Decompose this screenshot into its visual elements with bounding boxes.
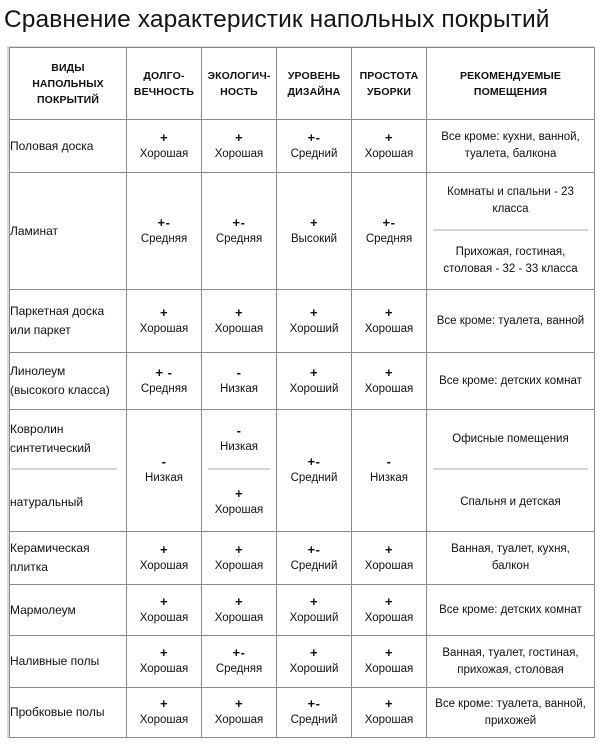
rating-label: Хороший	[289, 663, 339, 675]
split-cell	[202, 410, 276, 531]
rooms-line: Прихожая, гостиная,	[455, 246, 566, 259]
header-line: ПОКРЫТИЙ	[36, 93, 100, 106]
rooms-line: Офисные помещения	[452, 432, 569, 445]
recommended-rooms-cell	[427, 173, 595, 290]
design-cell	[277, 290, 352, 353]
table-row	[10, 636, 595, 688]
table-body	[10, 120, 595, 738]
rooms-line: Ванная, туалет, гостиная,	[442, 646, 579, 659]
rating-symbol: -	[161, 454, 167, 469]
design-cell	[277, 353, 352, 410]
rating-symbol: +	[234, 304, 244, 320]
ecology-cell	[202, 636, 277, 688]
recommended-rooms-cell	[427, 688, 595, 738]
table-row	[10, 532, 595, 585]
rating-label: Хорошая	[214, 559, 264, 572]
rating-label: Средняя	[365, 232, 413, 245]
rating-symbol: +-	[232, 645, 246, 660]
cleaning-cell	[352, 688, 427, 738]
rating-symbol: +	[234, 593, 244, 609]
durability-cell	[127, 353, 202, 410]
recommended-rooms-cell	[427, 636, 595, 688]
split-cell-part	[427, 473, 594, 531]
durability-cell	[127, 688, 202, 738]
design-cell	[277, 532, 352, 585]
rating-symbol: +-	[232, 214, 246, 230]
rating-label: Хорошая	[364, 382, 414, 395]
cleaning-cell	[352, 173, 427, 290]
rating-label: Хороший	[289, 382, 339, 395]
rooms-line: столовая - 32 - 33 класса	[443, 263, 578, 276]
table-row	[10, 585, 595, 636]
rooms-line: прихожей	[484, 714, 537, 727]
flooring-name-cell	[10, 120, 127, 173]
split-cell-part	[10, 410, 126, 468]
rating-label: Хороший	[289, 322, 339, 335]
rooms-line: Комнаты и спальни - 23	[447, 185, 574, 198]
rating-symbol: +-	[307, 129, 321, 145]
split-cell-part	[202, 473, 276, 531]
rooms-line: Все кроме: детских комнат	[439, 374, 582, 387]
rating-symbol: +	[159, 541, 169, 557]
rating-symbol: +	[159, 129, 169, 145]
header-col-cleaning	[352, 48, 427, 120]
rating-symbol: +	[309, 214, 319, 230]
table-row	[10, 353, 595, 410]
table-row	[10, 120, 595, 173]
header-col-ecology	[202, 48, 277, 120]
rating-label: Хорошая	[214, 611, 264, 624]
rating-label: Хороший	[289, 611, 339, 624]
split-cell-part	[202, 410, 276, 468]
header-line: ДОЛГО-	[143, 69, 185, 82]
rating-label: Хорошая	[214, 322, 264, 335]
design-cell	[277, 636, 352, 688]
header-line: НАПОЛЬНЫХ	[32, 77, 104, 90]
name-line: Паркетная доска	[10, 304, 105, 318]
rating-symbol: +	[159, 304, 169, 320]
durability-cell	[127, 290, 202, 353]
cleaning-cell	[352, 532, 427, 585]
name-line: Линолеум	[10, 364, 66, 378]
rating-label: Хорошая	[139, 663, 189, 675]
recommended-rooms-cell	[427, 290, 595, 353]
cleaning-cell	[352, 120, 427, 173]
name-line: (высокого класса)	[10, 383, 110, 397]
header-col-design	[277, 48, 352, 120]
header-line: НОСТЬ	[220, 85, 258, 98]
split-cell	[427, 173, 594, 289]
rating-symbol: +	[234, 485, 244, 501]
recommended-rooms-cell	[427, 410, 595, 532]
ecology-cell	[202, 585, 277, 636]
rooms-line: Все кроме: туалета, ванной	[436, 314, 585, 327]
header-line: ВИДЫ	[51, 61, 85, 74]
rating-symbol: +	[309, 304, 319, 320]
table-header-row	[10, 48, 595, 120]
rating-label: Средняя	[140, 232, 188, 245]
name-line: Мармолеум	[10, 602, 76, 617]
split-cell-part	[427, 173, 594, 229]
split-cell-part	[427, 234, 594, 290]
split-cell	[427, 410, 594, 531]
rating-symbol: +	[384, 129, 394, 145]
rating-symbol: -	[236, 364, 242, 380]
rooms-line: класса	[492, 202, 529, 215]
ecology-cell	[202, 532, 277, 585]
design-cell	[277, 120, 352, 173]
header-line: ПОМЕЩЕНИЯ	[473, 85, 548, 98]
rating-symbol: +	[384, 593, 394, 609]
header-line: ЭКОЛОГИЧ-	[207, 69, 271, 82]
rating-symbol: +	[159, 645, 169, 660]
header-col-rooms	[427, 48, 595, 120]
rating-symbol: +	[159, 696, 169, 711]
table-header	[10, 48, 595, 120]
ecology-cell	[202, 688, 277, 738]
header-col-durability	[127, 48, 202, 120]
rating-symbol: +	[384, 304, 394, 320]
table-row	[10, 688, 595, 738]
header-line: ДИЗАЙНА	[287, 85, 341, 98]
rating-label: Хорошая	[364, 714, 414, 726]
rating-symbol: +	[234, 541, 244, 557]
rating-symbol: +-	[307, 541, 321, 557]
flooring-name-cell	[10, 410, 127, 532]
design-cell	[277, 410, 352, 532]
durability-cell	[127, 410, 202, 532]
rating-symbol: +	[309, 593, 319, 609]
name-line: Пробковые полы	[10, 705, 105, 719]
name-line: Половая доска	[10, 138, 94, 153]
rating-label: Низкая	[220, 440, 258, 453]
cleaning-cell	[352, 353, 427, 410]
flooring-name-cell	[10, 173, 127, 290]
cleaning-cell	[352, 585, 427, 636]
flooring-name-cell	[10, 290, 127, 353]
rating-label: Хорошая	[364, 147, 414, 160]
flooring-name-cell	[10, 585, 127, 636]
comparison-table-wrapper	[7, 46, 594, 738]
ecology-cell	[202, 173, 277, 290]
rating-label: Хорошая	[214, 503, 264, 516]
name-line: Ламинат	[10, 223, 59, 238]
name-line: или паркет	[10, 323, 71, 337]
rooms-line: Спальня и детская	[460, 495, 561, 508]
rating-label: Средний	[290, 559, 338, 572]
cleaning-cell	[352, 636, 427, 688]
header-line: ВЕЧНОСТЬ	[133, 85, 195, 98]
header-col-types	[10, 48, 127, 120]
table-row	[10, 290, 595, 353]
rating-label: Низкая	[370, 472, 408, 484]
rating-label: Высокий	[290, 232, 338, 245]
rating-label: Хорошая	[139, 147, 189, 160]
recommended-rooms-cell	[427, 585, 595, 636]
name-line: Наливные полы	[10, 654, 100, 668]
rating-label: Хорошая	[139, 714, 189, 726]
durability-cell	[127, 532, 202, 585]
rating-symbol: +	[309, 364, 319, 380]
rating-symbol: +-	[307, 696, 321, 711]
recommended-rooms-cell	[427, 120, 595, 173]
rating-label: Низкая	[145, 472, 183, 484]
rating-symbol: +	[384, 645, 394, 660]
rating-label: Хорошая	[364, 663, 414, 675]
rating-label: Хорошая	[139, 611, 189, 624]
rating-symbol: +	[384, 696, 394, 711]
rating-label: Хорошая	[214, 714, 264, 726]
rating-label: Средняя	[140, 382, 188, 395]
split-cell-part	[427, 410, 594, 468]
rating-label: Средняя	[215, 663, 263, 675]
rating-label: Хорошая	[214, 147, 264, 160]
table-row	[10, 173, 595, 290]
design-cell	[277, 688, 352, 738]
rating-symbol: + -	[155, 364, 173, 380]
rating-label: Средняя	[215, 232, 263, 245]
header-line: ПРОСТОТА	[359, 69, 419, 82]
rating-label: Хорошая	[139, 322, 189, 335]
rating-symbol: -	[386, 454, 392, 469]
name-line: плитка	[10, 560, 48, 574]
rating-label: Средний	[290, 472, 338, 484]
cleaning-cell	[352, 410, 427, 532]
rating-symbol: +	[159, 593, 169, 609]
name-line: натуральный	[10, 494, 84, 509]
rating-label: Средний	[290, 147, 338, 160]
header-line: УРОВЕНЬ	[287, 69, 341, 82]
rooms-line: туалета, балкона	[464, 148, 557, 160]
ecology-cell	[202, 410, 277, 532]
ecology-cell	[202, 290, 277, 353]
rating-label: Хорошая	[364, 322, 414, 335]
rating-label: Хорошая	[364, 611, 414, 624]
rooms-line: Ванная, туалет, кухня,	[451, 543, 570, 555]
rooms-line: балкон	[491, 560, 530, 572]
rating-symbol: +-	[157, 214, 171, 230]
durability-cell	[127, 636, 202, 688]
rating-symbol: +	[234, 129, 244, 145]
flooring-comparison-table	[9, 47, 595, 738]
rating-label: Хорошая	[139, 559, 189, 572]
recommended-rooms-cell	[427, 532, 595, 585]
split-cell	[10, 410, 126, 531]
table-row	[10, 410, 595, 532]
flooring-name-cell	[10, 532, 127, 585]
name-line: синтетический	[10, 441, 91, 455]
recommended-rooms-cell	[427, 353, 595, 410]
rating-symbol: +-	[382, 214, 396, 230]
rating-symbol: +	[384, 364, 394, 380]
rating-symbol: +	[384, 541, 394, 557]
rating-label: Средний	[290, 714, 338, 726]
durability-cell	[127, 120, 202, 173]
name-line: Ковролин	[10, 422, 64, 436]
rooms-line: Все кроме: детских комнат	[439, 603, 582, 616]
flooring-name-cell	[10, 353, 127, 410]
rooms-line: Все кроме: кухни, ванной,	[441, 131, 580, 143]
page-title: Сравнение характеристик напольных покрытий	[4, 6, 550, 33]
durability-cell	[127, 173, 202, 290]
durability-cell	[127, 585, 202, 636]
cleaning-cell	[352, 290, 427, 353]
rating-label: Низкая	[220, 382, 258, 395]
rating-label: Хорошая	[364, 559, 414, 572]
rating-symbol: +	[234, 696, 244, 711]
header-line: УБОРКИ	[366, 85, 412, 98]
header-line: РЕКОМЕНДУЕМЫЕ	[459, 69, 562, 82]
design-cell	[277, 173, 352, 290]
flooring-name-cell	[10, 688, 127, 738]
rooms-line: прихожая, столовая	[457, 663, 564, 676]
rooms-line: Все кроме: туалета, ванной,	[435, 697, 586, 710]
flooring-name-cell	[10, 636, 127, 688]
split-cell-part	[10, 473, 126, 531]
ecology-cell	[202, 120, 277, 173]
rating-symbol: -	[236, 422, 242, 438]
name-line: Керамическая	[10, 541, 90, 555]
rating-symbol: +	[309, 645, 319, 660]
rating-symbol: +-	[307, 454, 321, 469]
design-cell	[277, 585, 352, 636]
ecology-cell	[202, 353, 277, 410]
